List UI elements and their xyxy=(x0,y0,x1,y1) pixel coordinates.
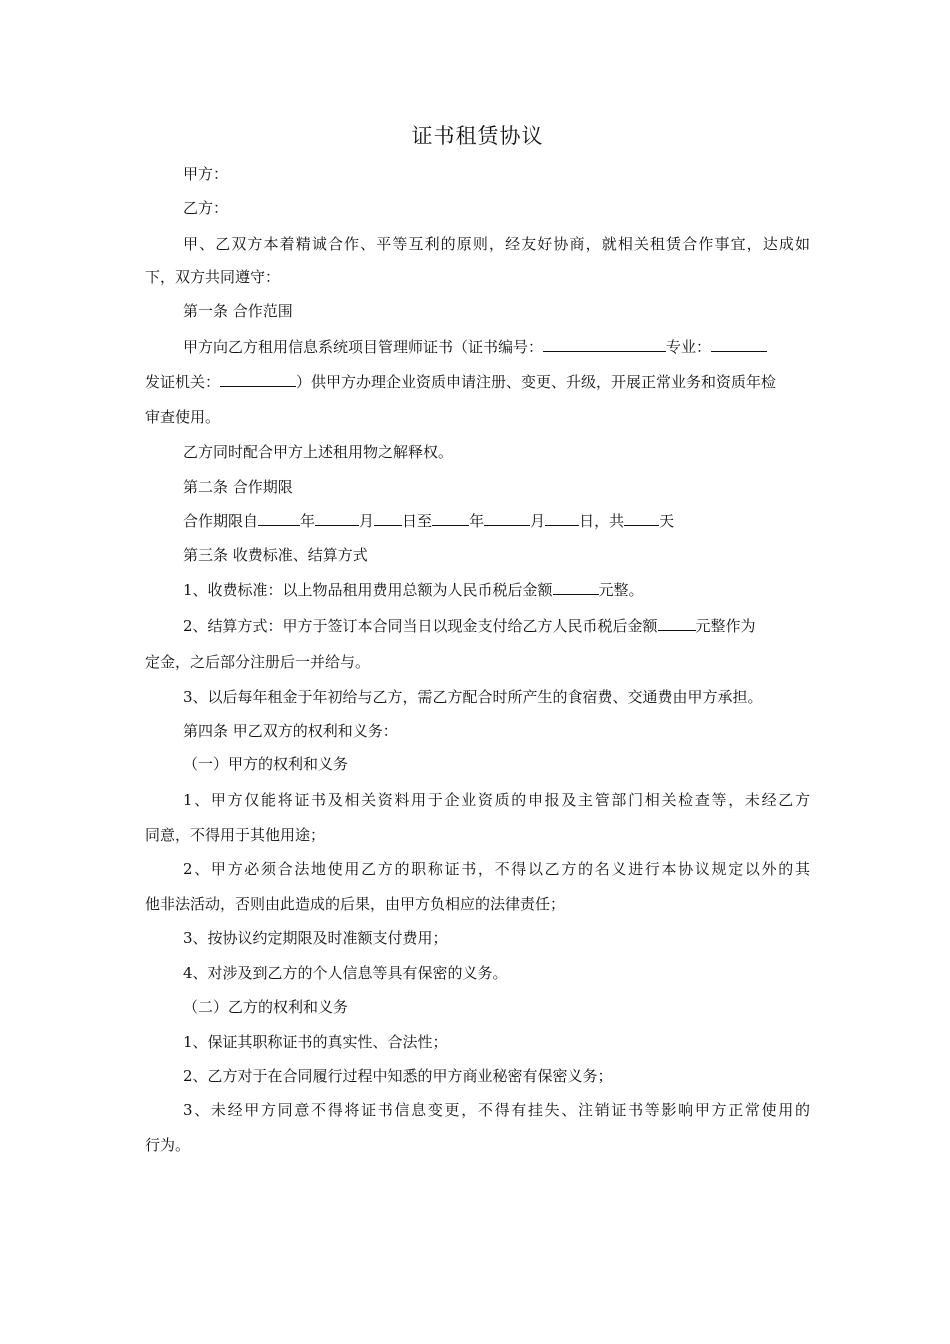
article-1-heading: 第一条 合作范围 xyxy=(183,302,293,320)
intro-line-1: 甲、乙双方本着精诚合作、平等互利的原则，经友好协商，就相关租赁合作事宜，达成如 xyxy=(183,235,810,253)
section-b-item-3-line-2: 行为。 xyxy=(145,1136,191,1154)
article-1-paragraph-2: 乙方同时配合甲方上述租用物之解释权。 xyxy=(183,443,454,461)
settlement-unit-text: 元整作为 xyxy=(695,617,756,635)
specialty-blank xyxy=(711,336,767,352)
article-2-heading: 第二条 合作期限 xyxy=(183,478,293,496)
article-1-line-3: 审查使用。 xyxy=(145,408,221,426)
section-b-heading: （二）乙方的权利和义务 xyxy=(183,998,349,1016)
article-1-text-c: 发证机关： xyxy=(145,373,221,391)
start-year-label: 年 xyxy=(300,512,316,530)
total-label: 日，共 xyxy=(579,512,625,530)
section-a-item-2-line-2: 他非法活动，否则由此造成的后果，由甲方负相应的法律责任； xyxy=(145,895,566,913)
certificate-number-blank xyxy=(543,336,666,352)
start-year-blank xyxy=(258,510,300,526)
section-a-item-2-line-1: 2、甲方必须合法地使用乙方的职称证书，不得以乙方的名义进行本协议规定以外的其 xyxy=(183,860,810,878)
article-1-line-2 xyxy=(145,371,810,393)
article-1-text-d: ）供甲方办理企业资质申请注册、变更、升级，开展正常业务和资质年检 xyxy=(296,373,777,391)
end-month-blank xyxy=(484,510,530,526)
fee-standard-text: 1、收费标准：以上物品租用费用总额为人民币税后金额 xyxy=(183,581,553,599)
issuing-authority-blank xyxy=(220,371,296,387)
party-b-line: 乙方： xyxy=(183,199,229,217)
to-label: 日至 xyxy=(402,512,433,530)
end-year-blank xyxy=(432,510,469,526)
start-day-blank xyxy=(374,510,402,526)
end-month-label: 月 xyxy=(530,512,546,530)
start-month-label: 月 xyxy=(359,512,375,530)
article-3-item-2-line-1 xyxy=(145,615,810,637)
section-b-item-3-line-1: 3、未经甲方同意不得将证书信息变更，不得有挂失、注销证书等影响甲方正常使用的 xyxy=(183,1101,810,1119)
end-day-blank xyxy=(545,510,579,526)
settlement-text: 2、结算方式：甲方于签订本合同当日以现金支付给乙方人民币税后金额 xyxy=(183,617,658,635)
section-b-item-2: 2、乙方对于在合同履行过程中知悉的甲方商业秘密有保密义务； xyxy=(183,1067,613,1085)
section-a-item-3: 3、按协议约定期限及时准额支付费用； xyxy=(183,929,448,947)
fee-amount-blank xyxy=(553,579,599,595)
article-1-text-b: 专业： xyxy=(666,338,712,356)
party-a-line: 甲方： xyxy=(183,165,229,183)
end-year-label: 年 xyxy=(469,512,485,530)
article-1-text-a: 甲方向乙方租用信息系统项目管理师证书（证书编号： xyxy=(183,338,544,356)
total-days-blank xyxy=(624,510,659,526)
article-3-heading: 第三条 收费标准、结算方式 xyxy=(183,546,368,564)
document-title: 证书租赁协议 xyxy=(411,124,544,148)
article-1-line-1 xyxy=(145,336,810,358)
section-a-item-1-line-2: 同意，不得用于其他用途； xyxy=(145,826,326,844)
section-a-item-1-line-1: 1、甲方仅能将证书及相关资料用于企业资质的申报及主管部门相关检查等，未经乙方 xyxy=(183,791,810,809)
days-label: 天 xyxy=(659,512,675,530)
section-a-item-4: 4、对涉及到乙方的个人信息等具有保密的义务。 xyxy=(183,964,508,982)
article-4-heading: 第四条 甲乙双方的权利和义务： xyxy=(183,722,398,740)
intro-line-2: 下，双方共同遵守： xyxy=(145,268,281,286)
deposit-amount-blank xyxy=(658,615,696,631)
article-3-item-2-line-2: 定金，之后部分注册后一并给与。 xyxy=(145,653,371,671)
article-2-period-line xyxy=(145,510,810,532)
section-a-heading: （一）甲方的权利和义务 xyxy=(183,755,349,773)
section-b-item-1: 1、保证其职称证书的真实性、合法性； xyxy=(183,1033,448,1051)
article-3-item-1 xyxy=(145,579,810,601)
start-month-blank xyxy=(315,510,359,526)
article-3-item-3: 3、以后每年租金于年初给与乙方，需乙方配合时所产生的食宿费、交通费由甲方承担。 xyxy=(183,688,763,706)
period-from-label: 合作期限自 xyxy=(183,512,259,530)
fee-unit-text: 元整。 xyxy=(598,581,644,599)
